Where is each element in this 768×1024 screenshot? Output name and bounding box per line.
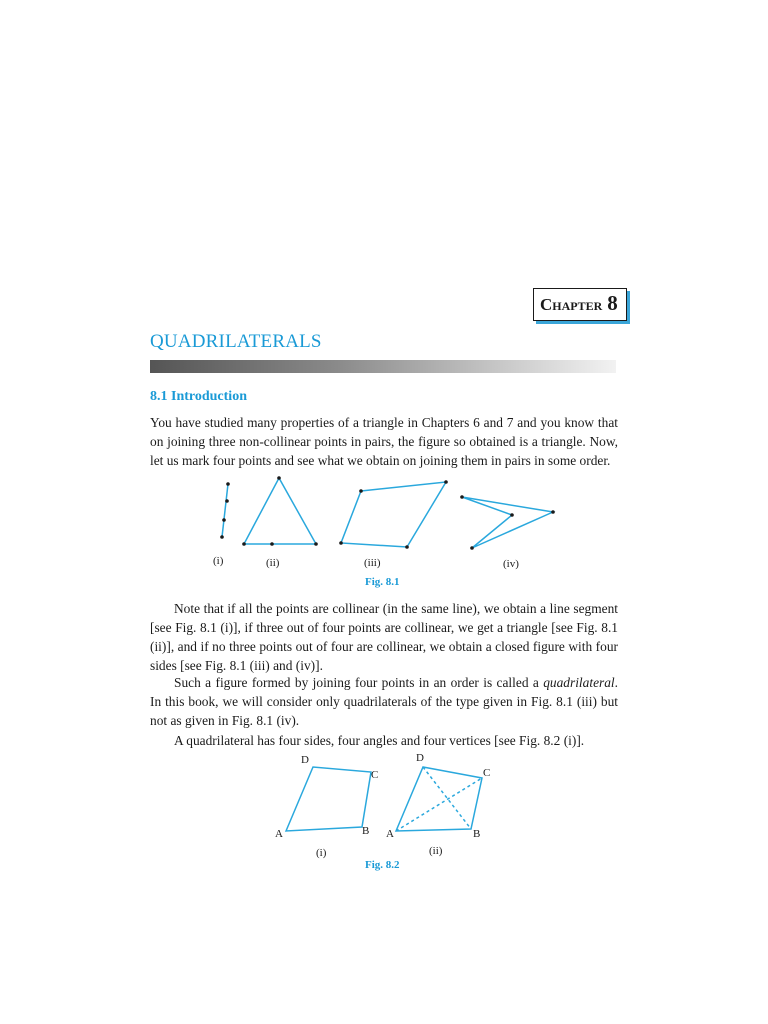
fig-8-2-caption: Fig. 8.2 (365, 859, 400, 871)
fig-8-2-ii-vertex-a: A (386, 828, 394, 840)
fig-8-2-label-ii: (ii) (429, 845, 443, 857)
paragraph-definition: Such a figure formed by joining four points in an order is called a quadrilateral. In this book, we will consider only quadrilaterals of the type given in Fig. 8.1 (iii) but not as given in Fig. 8.1 (iv). (150, 675, 618, 728)
fig-8-2-label-i: (i) (316, 847, 327, 859)
fig-8-2-i-vertex-a: A (275, 828, 283, 840)
chapter-badge (533, 288, 627, 321)
fig-8-1-ii-triangle (244, 478, 316, 544)
fig-8-2-ii-diagonal-bd (423, 767, 471, 829)
fig-8-2-ii-vertex-c: C (483, 767, 491, 779)
fig-8-2-ii-vertex-b: B (473, 828, 481, 840)
fig-8-2-ii-diagonal-ac (396, 778, 482, 831)
fig-8-2-ii-quadrilateral (396, 767, 482, 831)
fig-8-1-i-segment (222, 484, 228, 537)
fig-8-1-iii-quadrilateral (341, 482, 446, 547)
paragraph-collinear: Note that if all the points are collinear (in the same line), we obtain a line segment [see Fig. 8.1 (i)], if three out of four points are collinear, we get a triangle [see Fig. 8.1 (ii)], and if no three points out of four are collinear, we obtain a closed figure with four sides [see Fig. 8.1 (iii) and (iv)]. (150, 601, 618, 673)
fig-8-2-i-vertex-b: B (362, 825, 370, 837)
chapter-title: QUADRILATERALS (150, 331, 322, 352)
fig-8-1-caption: Fig. 8.1 (365, 576, 400, 588)
fig-8-1-label-iv: (iv) (503, 558, 519, 570)
fig-8-1-label-ii: (ii) (266, 557, 280, 569)
fig-8-1-label-iii: (iii) (364, 557, 381, 569)
fig-8-2-i-quadrilateral (286, 767, 371, 831)
fig-8-1-label-i: (i) (213, 555, 224, 567)
fig-8-2-i-vertex-d: D (301, 754, 309, 766)
fig-8-2-ii-vertex-d: D (416, 752, 424, 764)
paragraph-sides: A quadrilateral has four sides, four angles and four vertices [see Fig. 8.2 (i)]. (174, 733, 585, 748)
title-gradient-bar (150, 360, 616, 373)
chapter-number: 8 (607, 291, 618, 315)
section-heading: 8.1 Introduction (150, 389, 247, 404)
term-quadrilateral: quadrilateral (543, 675, 615, 690)
chapter-word: Chapter (540, 295, 603, 314)
paragraph-intro: You have studied many properties of a triangle in Chapters 6 and 7 and you know that on joining three non-collinear points in pairs, the figure so obtained is a triangle. Now, let us mark four points and see what we obtain on joining them in pairs in some order. (150, 415, 618, 468)
fig-8-2-i-vertex-c: C (371, 769, 379, 781)
fig-8-1-iv-concave (462, 497, 553, 548)
